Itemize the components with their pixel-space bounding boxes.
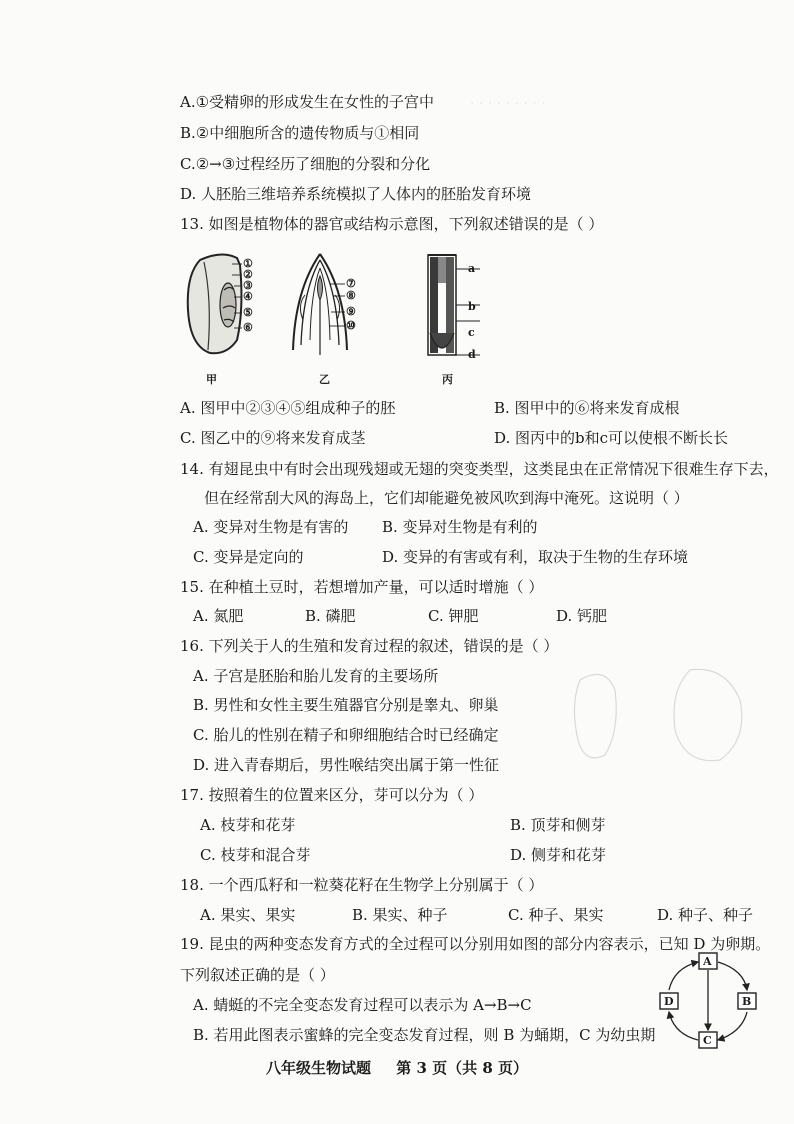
fig-caption-yi: 乙	[319, 373, 330, 386]
q15-option-d: D. 钙肥	[556, 607, 608, 625]
q14-option-a: A. 变异对生物是有害的	[193, 518, 349, 536]
footer-page-number: 第 3 页（共 8 页）	[396, 1059, 528, 1077]
q15-option-a: A. 氮肥	[193, 607, 244, 625]
bing-mark-a: a	[468, 262, 476, 275]
yi-mark-8: ⑧	[346, 289, 356, 302]
q14-option-b: B. 变异对生物是有利的	[382, 518, 538, 536]
root-tip-diagram-bing	[420, 253, 490, 365]
jia-mark-1: ①	[243, 257, 253, 270]
q13-option-b: B. 图甲中的⑥将来发育成根	[494, 399, 680, 417]
q13-stem: 13. 如图是植物体的器官或结构示意图，下列叙述错误的是（ ）	[180, 215, 604, 233]
jia-mark-3: ③	[243, 279, 253, 292]
q17-option-d: D. 侧芽和花芽	[510, 846, 607, 864]
q12-option-d: D. 人胚胎三维培养系统模拟了人体内的胚胎发育环境	[180, 185, 532, 203]
yi-mark-10: ⑩	[346, 319, 356, 332]
q12-option-c: C.②→③过程经历了细胞的分裂和分化	[180, 155, 431, 173]
cycle-node-a: A	[703, 955, 712, 968]
bing-mark-d: d	[468, 348, 476, 361]
q17-option-c: C. 枝芽和混合芽	[200, 846, 311, 864]
q14-option-d: D. 变异的有害或有利，取决于生物的生存环境	[382, 548, 689, 566]
q14-stem-line2: 但在经常刮大风的海岛上，它们却能避免被风吹到海中淹死。这说明（ ）	[204, 489, 689, 507]
bleed-through-sketch	[560, 660, 760, 770]
bing-mark-b: b	[468, 300, 476, 313]
q15-option-c: C. 钾肥	[428, 607, 479, 625]
jia-mark-5: ⑤	[243, 306, 253, 319]
q16-option-b: B. 男性和女性主要生殖器官分别是睾丸、卵巢	[193, 696, 499, 714]
q12-option-a: A.①受精卵的形成发生在女性的子宫中	[180, 93, 435, 111]
q16-option-c: C. 胎儿的性别在精子和卵细胞结合时已经确定	[193, 726, 499, 744]
yi-mark-9: ⑨	[346, 305, 356, 318]
q13-option-d: D. 图丙中的b和c可以使根不断长长	[494, 429, 729, 447]
page-footer	[0, 1057, 794, 1078]
bud-diagram-yi	[285, 250, 355, 360]
q19-option-a: A. 蜻蜓的不完全变态发育过程可以表示为 A→B→C	[193, 996, 532, 1014]
fig-caption-bing: 丙	[442, 373, 453, 386]
yi-mark-7: ⑦	[346, 277, 356, 290]
q18-option-c: C. 种子、果实	[508, 906, 604, 924]
q15-stem: 15. 在种植土豆时，若想增加产量，可以适时增施（ ）	[180, 578, 544, 596]
footer-exam-title: 八年级生物试题	[265, 1059, 371, 1077]
q19-stem-line2: 下列叙述正确的是（ ）	[180, 966, 335, 984]
q17-option-a: A. 枝芽和花芽	[200, 816, 296, 834]
q18-stem: 18. 一个西瓜籽和一粒葵花籽在生物学上分别属于（ ）	[180, 876, 544, 894]
bing-mark-c: c	[468, 326, 475, 339]
bleed-through-text: · · · · · · · · ·	[470, 96, 546, 112]
q16-stem: 16. 下列关于人的生殖和发育过程的叙述，错误的是（ ）	[180, 637, 559, 655]
q18-option-a: A. 果实、果实	[200, 906, 296, 924]
q18-option-b: B. 果实、种子	[352, 906, 448, 924]
jia-mark-4: ④	[243, 290, 253, 303]
q12-option-b: B.②中细胞所含的遗传物质与①相同	[180, 124, 420, 142]
seed-diagram-jia	[182, 250, 282, 360]
q17-stem: 17. 按照着生的位置来区分，芽可以分为（ ）	[180, 786, 484, 804]
q16-option-a: A. 子宫是胚胎和胎儿发育的主要场所	[193, 667, 439, 685]
fig-caption-jia: 甲	[206, 373, 217, 386]
q19-stem-line1: 19. 昆虫的两种变态发育方式的全过程可以分别用如图的部分内容表示，已知 D 为卵期。	[180, 935, 771, 953]
cycle-node-c: C	[703, 1034, 712, 1047]
q13-option-c: C. 图乙中的⑨将来发育成茎	[180, 429, 366, 447]
q17-option-b: B. 顶芽和侧芽	[510, 816, 606, 834]
cycle-node-d: D	[664, 995, 674, 1008]
jia-mark-6: ⑥	[243, 321, 253, 334]
q16-option-d: D. 进入青春期后，男性喉结突出属于第一性征	[193, 756, 500, 774]
jia-mark-2: ②	[243, 268, 253, 281]
q14-stem-line1: 14. 有翅昆虫中有时会出现残翅或无翅的突变类型，这类昆虫在正常情况下很难生存下去，	[180, 460, 779, 478]
q18-option-d: D. 种子、种子	[657, 906, 754, 924]
q19-option-b: B. 若用此图表示蜜蜂的完全变态发育过程，则 B 为蛹期，C 为幼虫期	[193, 1026, 656, 1044]
q14-option-c: C. 变异是定向的	[193, 548, 304, 566]
q13-option-a: A. 图甲中②③④⑤组成种子的胚	[180, 399, 396, 417]
cycle-node-b: B	[742, 995, 752, 1008]
q15-option-b: B. 磷肥	[305, 607, 356, 625]
